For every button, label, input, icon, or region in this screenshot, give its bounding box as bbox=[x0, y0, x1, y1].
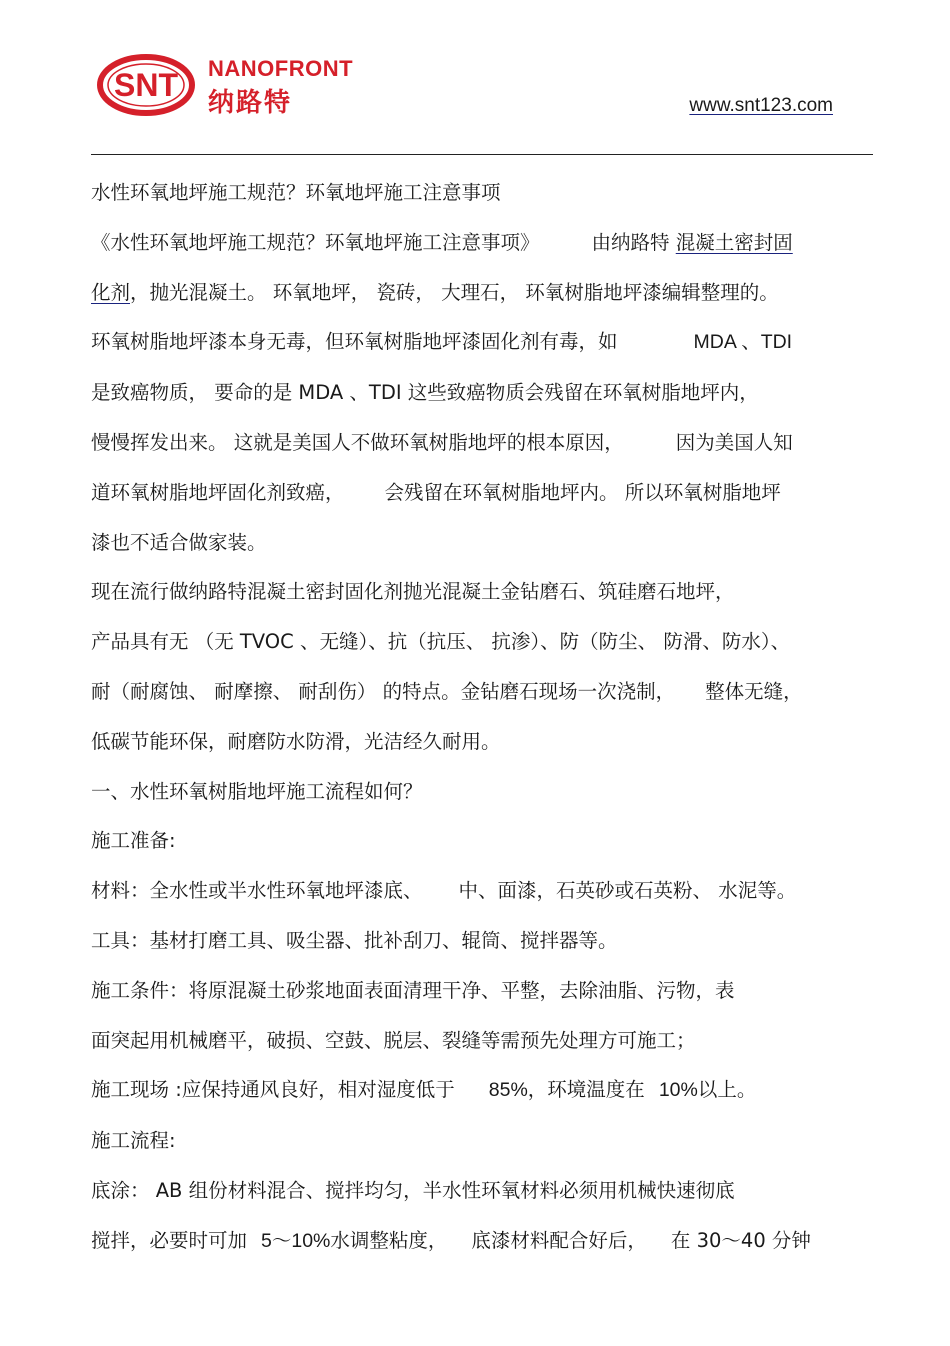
text: 搅拌，必要时可加 bbox=[91, 1228, 248, 1252]
paragraph-line: 底涂： AB 组份材料混合、搅拌均匀，半水性环氧材料必须用机械快速彻底 bbox=[91, 1178, 735, 1202]
text: 整体无缝， bbox=[705, 679, 803, 703]
header-divider bbox=[91, 154, 873, 155]
paragraph-line bbox=[91, 268, 873, 318]
paragraph-line bbox=[91, 317, 873, 368]
subheading-flow: 施工流程: bbox=[91, 1129, 176, 1153]
logo-letters: SNT bbox=[114, 67, 178, 103]
brand-name-en: NANOFRONT bbox=[208, 56, 354, 81]
website-link[interactable]: www.snt123.com bbox=[689, 95, 833, 116]
paragraph-line bbox=[91, 1216, 873, 1267]
document-body bbox=[91, 168, 873, 1267]
text: ，抛光混凝土。 环氧地坪， 瓷砖， 大理石， 环氧树脂地坪漆编辑整理的。 bbox=[130, 280, 779, 304]
text: 85%，环境温度在 bbox=[488, 1079, 645, 1102]
text: 在 30～40 分钟 bbox=[670, 1228, 811, 1252]
link-sealer-cont[interactable]: 化剂 bbox=[91, 280, 131, 304]
paragraph-line: 是致癌物质， 要命的是 MDA 、TDI 这些致癌物质会残留在环氧树脂地坪内， bbox=[91, 381, 759, 405]
section-heading: 一、水性环氧树脂地坪施工流程如何？ bbox=[91, 779, 423, 803]
brand-name-cn: 纳路特 bbox=[208, 88, 293, 118]
paragraph-line: 低碳节能环保，耐磨防水防滑，光洁经久耐用。 bbox=[91, 729, 501, 753]
text: 材料：全水性或半水性环氧地坪漆底、 bbox=[91, 879, 423, 903]
paragraph-line bbox=[91, 418, 873, 468]
snt-logo-icon bbox=[96, 52, 208, 118]
paragraph-line: 工具：基材打磨工具、吸尘器、批补刮刀、辊筒、搅拌器等。 bbox=[91, 928, 618, 952]
paragraph-line: 漆也不适合做家装。 bbox=[91, 530, 267, 554]
text: 道环氧树脂地坪固化剂致癌， bbox=[91, 480, 345, 504]
subheading-prep: 施工准备: bbox=[91, 829, 176, 853]
paragraph-line bbox=[91, 468, 873, 518]
text: 环氧树脂地坪漆本身无毒，但环氧树脂地坪漆固化剂有毒，如 bbox=[91, 330, 618, 354]
paragraph-line bbox=[91, 866, 873, 916]
text: 慢慢挥发出来。 这就是美国人不做环氧树脂地坪的根本原因， bbox=[91, 430, 624, 454]
page-header bbox=[0, 0, 950, 160]
doc-title: 水性环氧地坪施工规范？环氧地坪施工注意事项 bbox=[91, 181, 501, 204]
text: 5～10%水调整粘度， bbox=[261, 1229, 448, 1252]
paragraph-line bbox=[91, 667, 873, 717]
text: 耐（耐腐蚀、 耐摩擦、 耐刮伤） 的特点。金钻磨石现场一次浇制， bbox=[91, 679, 676, 703]
text: MDA 、TDI bbox=[693, 331, 793, 354]
paragraph-line: 面突起用机械磨平，破损、空鼓、脱层、裂缝等需预先处理方可施工； bbox=[91, 1028, 696, 1052]
text: 因为美国人知 bbox=[675, 430, 793, 454]
text: 会残留在环氧树脂地坪内。 所以环氧树脂地坪 bbox=[384, 480, 781, 504]
paragraph-line: 现在流行做纳路特混凝土密封固化剂抛光混凝土金钻磨石、筑硅磨石地坪， bbox=[91, 580, 735, 604]
text: 中、面漆，石英砂或石英粉、 水泥等。 bbox=[458, 879, 797, 903]
text: 10%以上。 bbox=[658, 1079, 757, 1102]
paragraph-line bbox=[91, 218, 873, 268]
text: 《水性环氧地坪施工规范？环氧地坪施工注意事项》 bbox=[91, 230, 540, 254]
text: 底漆材料配合好后， bbox=[471, 1228, 647, 1252]
paragraph-line: 产品具有无 （无 TVOC 、无缝）、抗（抗压、 抗渗）、防（防尘、 防滑、防水）、 bbox=[91, 630, 791, 654]
link-sealer[interactable]: 混凝土密封固 bbox=[675, 230, 793, 254]
text: 由纳路特 bbox=[591, 230, 670, 254]
paragraph-line bbox=[91, 1065, 873, 1116]
text: 施工现场 :应保持通风良好，相对湿度低于 bbox=[91, 1078, 455, 1102]
paragraph-line: 施工条件：将原混凝土砂浆地面表面清理干净、平整，去除油脂、污物，表 bbox=[91, 978, 735, 1002]
